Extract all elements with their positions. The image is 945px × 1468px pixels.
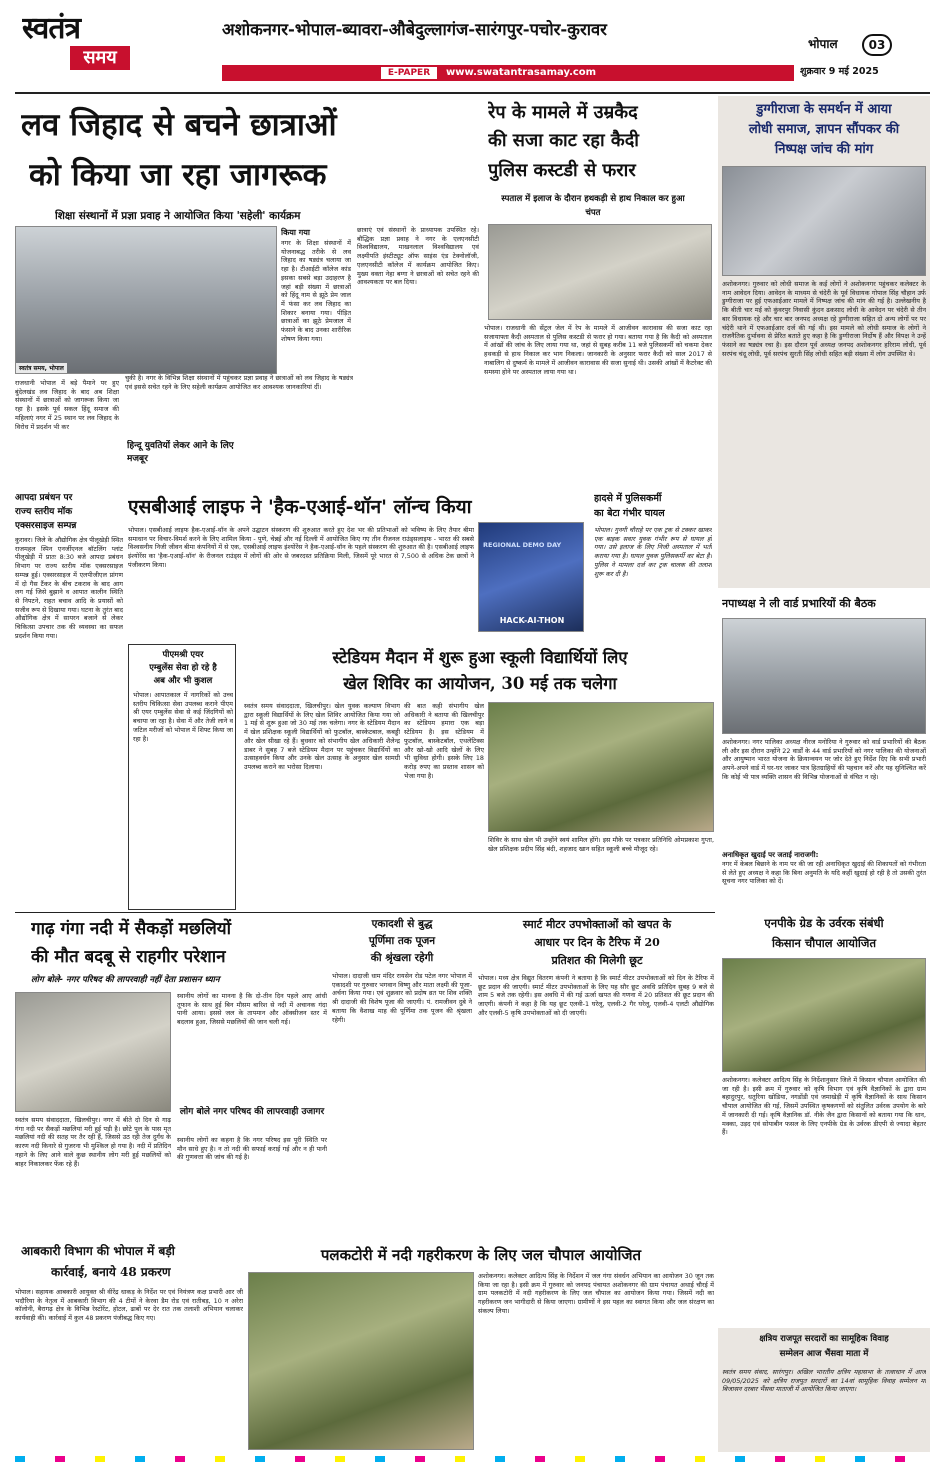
ambulance-title-1: पीएमश्री एयर [162, 650, 204, 660]
lead-headline-1: लव जिहाद से बचने छात्राओं [21, 107, 337, 143]
masthead-cities: अशोकनगर-भोपाल-ब्यावरा-औबेदुल्लागंज-सारंगपुर-पचोर-कुरावर [222, 20, 607, 39]
kshatriya-story [718, 1328, 930, 1452]
website-link[interactable]: www.swatantrasamay.com [446, 67, 597, 78]
dungriraja-headline-1: डुग्गीराजा के समर्थन में आया [756, 102, 892, 117]
disaster-kicker-3: एक्सरसाइज सम्पन्न [15, 521, 77, 531]
prisoner-subhead: स्पताल में इलाज के दौरान हथकड़ी से हाथ निकाल कर हुआ चंपत [501, 194, 685, 218]
registration-strip [15, 1456, 930, 1462]
sbi-body: भोपाल। एसबीआई लाइफ हैक-एआई-थॉन के अपने उद्घाटन संस्करण की शुरुआत करते हुए देश भर की प्रतिभाओं को भविष्य के लिए तैयार बीमा समाधान पर विचार-विमर्श करने के लिए शामिल किया - पुणे, चेन्नई और नई दिल्ली में आयोजित किए गए तीन रीजनल राउंड्सलाइफ - भारत की सबसे विश्वसनीय निजी जीवन बीमा कंपनियों में से एक, एसबीआई लाइफ इंश्योरेंस ने हैक-एआई-थॉन के पहले संस्करण की शुरुआत की है। एसबीआई लाइफ इंश्योरेंस का 'हैक-एआई-थॉन' के रीजनल राउंड्स में लोगों की ओर से जबरदस्त प्रतिक्रिया मिली, जिसमें पूरे भारत से 7,500 से अधिक टेक छात्रों ने पंजीकरण किया। [128, 526, 474, 569]
smartmeter-headline-3: प्रतिशत की मिलेगी छूट [551, 954, 643, 967]
prisoner-headline-2: की सजा काट रहा कैदी [488, 130, 639, 151]
nps-photo [722, 618, 926, 734]
lead-photo [15, 226, 277, 374]
logo-top: स्वतंत्र [22, 12, 81, 46]
lead-story [15, 96, 480, 488]
masthead [0, 0, 945, 92]
kshatriya-body: स्वतंत्र समय संवाद, सारंगपुर। अखिल भारतीय क्षत्रिय महासभा के तत्वाधान में आज 09/05/2025 को क्षत्रिय राजपूत सरदारों का 14वां सामूहिक विवाह सम्मेलन मां बिजासन दरबार भैंसवा माताजी में आयोजित किया जाएगा। [722, 1368, 926, 1394]
nps-story [718, 592, 930, 910]
lead-col-head: किया गया [281, 228, 310, 237]
dungriraja-headline-2: लोधी समाज, ज्ञापन सौंपकर की [748, 122, 900, 137]
smartmeter-headline-1: स्मार्ट मीटर उपभोक्ताओं को खपत के [522, 918, 672, 931]
stadium-photo [488, 702, 714, 832]
smartmeter-story [478, 916, 714, 1238]
npk-body: अशोकनगर। कलेक्टर आदित्य सिंह के निर्देशानुसार जिले में किसान चौपाल आयोजित की जा रही है। इसी क्रम में गुरुवार को कृषि विभाग एवं कृषि वैज्ञानिकों के द्वारा ग्राम बहादुरपुर, धतूरिया खोडिया, नगडोंडी एवं जमाखेड़ी में कृषि वैज्ञानिकों के साथ किसान चौपाल आयोजित की गई, जिसमें उपस्थित कृषकगणों को संतुलित उर्वरक उपयोग के बारे में जानकारी दी गई। कृषि वैज्ञानिक डॉ. नीके जैन द्वारा किसानों को बताया गया कि धान, मक्का, उड़द एवं सोयाबीन फसल के लिए एनपीके ग्रेड के उर्वरक डीएपी से ज्यादा बेहतर हैं। [722, 1076, 926, 1137]
abkari-story [15, 1242, 243, 1452]
stadium-story [240, 644, 714, 910]
jalchaupal-body: अशोकनगर। कलेक्टर आदित्य सिंह के निर्देशन में जल गंगा संवर्धन अभियान का आयोजन 30 जून तक किया जा रहा है। इसी क्रम में गुरुवार को जनपद पंचायत अशोकनगर की ग्राम पंचायत अथाई चौरई में ग्राम पलकटोरी में नदी गहरीकरण के लिए जल चौपाल का आयोजन किया गया। जिसमें नदी का गहरीकरण जन भागीदारी से किया जाएगा। ग्रामीणों ने इस पहल का स्वागत किया और जल संरक्षण का संकल्प लिया। [478, 1272, 714, 1315]
sbi-headline: एसबीआई लाइफ ने 'हैक-एआई-थॉन' लॉन्च किया [128, 496, 472, 518]
ganga-body-2: स्थानीय लोगों का मानना है कि दो-तीन दिन पहले आए आंधी तूफान के साथ हुई बिन मौसम बारिश से नदी में अचानक गंदा पानी आया। इससे जल के तापमान और ऑक्सीजन स्तर में बदलाव हुआ, जिससे मछलियों की जान चली गई। [177, 992, 327, 1027]
ekadashi-body: भोपाल। दादाजी धाम मंदिर रायसेन रोड पटेल नगर भोपाल में एकादशी पर गुरुवार भगवान विष्णु और माता लक्ष्मी की पूजा-अर्चना किया गया। एवं शुक्रवार को प्रदोष व्रत पर शिव शक्ति श्री दादाजी की विशेष पूजा की जाएगी। पं. रामजीवन दुबे ने बताया कि वैशाख माह की पूर्णिमा तक पूजन की श्रृंखला रहेगी। [332, 972, 472, 1024]
dungriraja-story [718, 96, 930, 588]
mid-rule [15, 912, 715, 913]
lead-body-1: राजधानी भोपाल में बड़े पैमाने पर हुए बुंदेलखंड लव जिहाद के बाद अब शिक्षा संस्थानों में छात्राओं को जागरूक किया जा रहा है। इसके पूर्व सकल हिंदू समाज की महिलाएं नगर में 25 स्थान पर लव जिहाद के विरोध में प्रदर्शन भी कर [15, 379, 119, 431]
ganga-box-title: लोग बोले नगर परिषद की लापरवाही उजागर [179, 1107, 325, 1117]
ganga-headline-2: की मौत बदबू से राहगीर परेशान [31, 947, 226, 967]
prisoner-headline-1: रेप के मामले में उम्रकैद [488, 102, 638, 123]
lead-headline-2: को किया जा रहा जागरूक [29, 157, 327, 193]
npk-story [718, 914, 930, 1324]
dungriraja-body: अशोकनगर। गुरुवार को लोधी समाज के कई लोगों ने अशोकनगर पहुंचकर कलेक्टर के नाम आवेदन दिया। आवेदन के माध्यम से चंदेरी के पूर्व विधायक गोपाल सिंह चौहान उर्फ डुग्गीराजा पर हुई एफआईआर मामले में निष्पक्ष जांच की मांग की गई है। उल्लेखनीय है कि बीती चार मई को कुंवरपुर निवासी कुंदन ढकसाद लोधी के आवेदन पर चंदेरी से तीन बार विधायक रहे और चार बार जनपद अध्यक्ष रहे डुग्गीराजा सहित दो अन्य लोगों पर पर चंदेरी थाने में एफआईआर दर्ज की गई थी। इस मामले को लोधी समाज के लोगों ने राजनैतिक दुर्भावना से प्रेरित बताते हुए कहा है कि डुग्गीराजा निर्दोष हैं और विपक्ष ने उन्हें फंसाने का षड्यंत्र रचा है। इस दौरान पूर्व अध्यक्ष जनपद अशोकनगर हरिराम लोधी, पूर्व सरपंच चंदू लोधी, पूर्व सरपंच सुरती सिंह लोधी सहित बड़ी संख्या में लोग उपस्थित थे। [722, 280, 926, 358]
stadium-headline-2: खेल शिविर का आयोजन, 30 मई तक चलेगा [343, 674, 617, 693]
disaster-story [15, 492, 123, 910]
prisoner-body: भोपाल। राजधानी की सेंट्रल जेल में रेप के मामले में आजीवन कारावास की सजा काट रहा सजायाफ्ता कैदी अस्पताल से पुलिस कस्टडी से फरार हो गया। बताया गया है कि कैदी को अस्पताल में आंखों की जांच के लिए लाया गया था, जहां से सुबह करीब 11 बजे पुलिसकर्मी को चकमा देकर हथकड़ी से हाथ निकाल कर भाग निकला। जानकारी के अनुसार फरार कैदी को साल 2017 से नाबालिग से दुष्कर्म के मामले में आजीवन कारावास की सजा सुनाई थी। उसकी आंखों में कैटरेक्ट की समस्या होने पर अस्पताल लाया गया था। [484, 324, 712, 376]
ganga-headline-1: गाढ़ गंगा नदी में सैकड़ों मछलियों [31, 919, 232, 939]
sbi-photo-label: HACK-AI-THON [499, 616, 565, 625]
prisoner-story [484, 96, 714, 488]
ganga-photo [15, 992, 171, 1112]
stadium-body: स्वतंत्र समय संवाददाता, खिलचीपुर। खेल युवक कल्याण विभाग द्वारा स्कूली विद्यार्थियों के लिए खेल शिविर आयोजित किया गया जो 1 मई से शुरू हुआ जो 30 मई तक चलेगा। नगर के स्टेडियम मैदान में खेल प्रशिक्षक स्कूली विद्यार्थियों को फुटबॉल, बास्केटबाल, कबड्डी और खेल सीखा रहे हैं। बुधवार को संभागीय खेल अधिकारी शैलेन्द्र डाबर ने सुबह 7 बजे स्टेडियम मैदान पर पहुंचकर विद्यार्थियों का उत्साहवर्धन किया और उनके खेल उत्साह के अनुसार खेल सामग्री उपलब्ध कराने का भरोसा दिलाया। [244, 702, 400, 771]
dungriraja-photo [722, 166, 926, 276]
ambulance-title-3: अब और भी कुशल [153, 676, 213, 686]
ekadashi-headline-2: पूर्णिमा तक पूजन [368, 935, 436, 947]
lead-body-4: चुकी है। नगर के विभिन्न शिक्षा संस्थानों में पहुंचकर प्रज्ञा प्रवाह ने छात्राओं को लव जिहाद के षड्यंत्र एवं इससे सचेत रहने के लिए सहेली कार्यक्रम आयोजित कर आवश्यक जानकारियां दीं। [125, 374, 353, 391]
sbi-story [128, 492, 584, 640]
city-label: भोपाल [808, 37, 838, 51]
prisoner-illustration [488, 224, 712, 320]
smartmeter-body: भोपाल। मध्य क्षेत्र विद्युत वितरण कंपनी ने बताया है कि स्मार्ट मीटर उपभोक्ताओं को दिन के टैरिफ में छूट प्रदान की जाएगी। स्मार्ट मीटर उपभोक्ताओं के लिए यह सौर छूट अवधि प्रतिदिन सुबह 9 बजे से शाम 5 बजे तक रहेगी। इस अवधि में की गई ऊर्जा खपत की गणना में 20 प्रतिशत की छूट प्रदान की जाएगी। कंपनी ने कहा है कि यह छूट एलवी-1 घरेलू, एलवी-2 गैर घरेलू, एलवी-4 एलटी औद्योगिक और एलवी-5 कृषि उपभोक्ताओं को दी जाएगी। [478, 974, 714, 1017]
prisoner-headline-3: पुलिस कस्टडी से फरार [488, 160, 636, 181]
lead-photo-caption: स्वतंत्र समय, भोपाल [16, 363, 67, 373]
smartmeter-headline-2: आधार पर दिन के टैरिफ में 20 [534, 936, 660, 949]
abkari-body: भोपाल। सहायक आबकारी आयुक्त श्री वीरेंद्र धाकड़ के निर्देश पर एवं नियंत्रण कक्ष प्रभारी आर जी भदौरिया के नेतृत्व में आबकारी विभाग की 4 टीमों ने केरवा डैम रोड एवं रातीबड़, 10 न अरेरा कॉलोनी, बैरागढ़ क्षेत्र के विभिन्न रेस्टोरेंट, होटल, ढाबों पर देर रात तक तलाशी अभियान चलाकर कार्यवाही की। कार्रवाई में कुल 48 प्रकरण पंजीबद्ध किए गए। [15, 1288, 243, 1323]
kshatriya-headline-2: सम्मेलन आज भैंसवा माता में [779, 1349, 869, 1359]
stadium-headline-1: स्टेडियम मैदान में शुरू हुआ स्कूली विद्यार्थियों लिए [332, 648, 628, 667]
ambulance-title-2: एम्बुलेंस सेवा हो रहे है [149, 663, 217, 673]
lead-body-3: छात्राएं एवं संस्थानों के प्राध्यापक उपस्थित रहे। बौद्धिक प्रज्ञा प्रवाह ने नगर के एलएनसीटी विश्वविद्यालय, माखनलाल विश्वविद्यालय एवं लक्ष्मीपति इंस्टीट्यूट ऑफ साइंस एंड टेक्नोलॉजी, एलएनसीटी कॉलेज में कार्यक्रम आयोजित किए। मुख्य वक्ता नेहा बग्गा ने छात्राओं को सचेत रहने की आवश्यकता पर बल दिया। [357, 226, 479, 287]
jalchaupal-headline: पलकटोरी में नदी गहरीकरण के लिए जल चौपाल आयोजित [320, 1246, 642, 1264]
nps-body: अशोकनगर। नगर पालिका अध्यक्ष नीरज मनोरिया ने गुरुवार को वार्ड प्रभारियों की बैठक ली और इस दौरान उन्होंने 22 वार्डों के 44 वार्ड प्रभारियों को नगर पालिका की योजनाओं और आयुष्मान भारत योजना के क्रियान्वयन पर जोर देते हुए निर्देश दिए कि सभी प्रभारी अपने-अपने वार्ड में घर-घर जाकर पात्र हितग्राहियों की पहचान करें और यह सुनिश्चित करें कि कोई भी पात्र व्यक्ति शासन की विभिन्न योजनाओं से वंचित न रहे। [722, 738, 926, 781]
accident-headline-2: का बेटा गंभीर घायल [594, 508, 665, 519]
disaster-kicker-1: आपदा प्रबंधन पर [15, 493, 73, 503]
ekadashi-headline-3: की श्रृंखला रहेगी [370, 952, 434, 964]
air-ambulance-box [128, 644, 236, 910]
dungriraja-headline-3: निष्पक्ष जांच की मांग [774, 142, 874, 157]
top-rule [15, 92, 930, 94]
stadium-body-2: की बात कही संभागीय खेल अधिकारी ने बताया की खिलचीपुर का स्टेडियम हमारा एक बड़ा स्टेडियम है। इस स्टेडियम में फुटबॉल, बास्केटबॉल, एथलेटिक्स और खो-खो आदि खेलों के लिए भी सुविधा होगी। इसके लिए 18 करोड़ रुपए का प्रस्ताव शासन को भेजा गया है। [404, 702, 484, 780]
lead-subhead: शिक्षा संस्थानों में प्रज्ञा प्रवाह ने आयोजित किया 'सहेली' कार्यक्रम [55, 210, 301, 222]
ekadashi-headline-1: एकादशी से बुद्ध [371, 918, 433, 930]
ganga-subhead: लोग बोले- नगर परिषद की लापरवाही नहीं देता प्रशासन ध्यान [31, 975, 220, 985]
sbi-photo [478, 522, 584, 632]
accident-body: भोपाल। गुनगी चौराहे पर एक ट्रक से टक्कर खाकर एक बाइक सवार युवक गंभीर रूप से घायल हो गया। उसे इलाज के लिए निजी अस्पताल में भर्ती कराया गया है। घायल युवक पुलिसकर्मी का बेटा है। पुलिस ने मामला दर्ज कर ट्रक चालक की तलाश शुरू कर दी है। [594, 526, 712, 578]
stadium-body-3: शिविर के साथ खेल भी उन्होंने स्वयं शामिल होंगे। इस मौके पर पत्रकार प्रतिनिधि ओमप्रकाश गुप्ता, खेल प्रशिक्षक प्रदीप सिंह बंदी, शहजाद खान सहित स्कूली बच्चे मौजूद रहे। [488, 836, 714, 853]
abkari-headline-2: कार्रवाई, बनाये 48 प्रकरण [51, 1265, 171, 1279]
npk-photo [722, 958, 926, 1072]
accident-story [590, 492, 714, 640]
nps-box-body: नगर में केबल बिछाने के नाम पर की जा रही अनाधिकृत खुदाई की शिकायतों को गंभीरता से लेते हुए अध्यक्ष ने कहा कि बिना अनुमति के यदि कहीं खुदाई हो रही है तो उसकी तुरंत सूचना नगर पालिका को दें। [722, 860, 926, 886]
epaper-label: E-PAPER [380, 66, 438, 80]
jalchaupal-story [248, 1242, 714, 1452]
npk-headline-2: किसान चौपाल आयोजित [771, 936, 876, 950]
logo-bottom: समय [70, 46, 130, 70]
ambulance-body: भोपाल। आपातकाल में नागरिकों को उच्च स्तरीय चिकित्सा सेवा उपलब्ध कराने पीएम श्री एयर एम्बुलेंस सेवा से कई जिंदगियों को बचाया जा रहा है। सेवा में और तेजी लाने व जटिल मरीजों को भोपाल में शिफ्ट किया जा रहा है। [133, 691, 233, 743]
nps-box-title: अनाधिकृत खुदाई पर जताई नाराजगी: [722, 851, 819, 859]
sbi-photo-label-2: REGIONAL DEMO DAY [483, 541, 562, 549]
logo [22, 12, 137, 84]
kshatriya-headline-1: क्षत्रिय राजपूत सरदारों का सामूहिक विवाह [759, 1334, 889, 1344]
abkari-headline-1: आबकारी विभाग की भोपाल में बड़ी [21, 1244, 175, 1258]
ganga-body: स्वतंत्र समय संवाददाता, खिलचीपुर। नगर में बीते दो दिन से गाढ़ गंगा नदी पर सैकड़ों मछलियां मरी हुई पड़ी है। छोटे पुल के पास मृत मछलियां नदी की सतह पर तैर रही हैं, जिससे उठ रही तेज दुर्गंध के कारण नदी किनारे से गुजरना भी मुश्किल हो गया है। नदी में प्रतिदिन नहाने के लिए आने वाले कुछ स्थानीय लोग मरी हुई मछलियों को बाहर निकालकर फेंक रहे हैं। [15, 1116, 171, 1168]
accident-headline-1: हादसे में पुलिसकर्मी [594, 493, 662, 504]
nps-headline: नपाध्यक्ष ने ली वार्ड प्रभारियों की बैठक [722, 597, 876, 610]
npk-headline-1: एनपीके ग्रेड के उर्वरक संबंधी [764, 916, 884, 930]
ganga-story [15, 916, 327, 1238]
page-date: शुक्रवार 9 मई 2025 [800, 66, 879, 77]
lead-box-title: हिन्दू युवतियों लेकर आने के लिए मजबूर [127, 441, 234, 464]
lead-body-2: नगर के शिक्षा संस्थानों में योजनाबद्ध तरीके से लव जिहाद का षड्यंत्र चलाया जा रहा है। टीआईटी कॉलेज कांड इसका सबसे बड़ा उदाहरण है जहां बड़ी संख्या में छात्राओं को हिंदू नाम से झूठे प्रेम जाल में फंसा कर लव जिहाद का शिकार बनाया गया। पीड़ित छात्राओं का झूठे प्रेमजाल में फंसाने के बाद उनका शारीरिक शोषण किया गया। [281, 239, 351, 343]
disaster-body: कुरावर। जिले के औद्योगिक क्षेत्र पीलूखेड़ी स्थित राजमहल स्पिन एनर्जीएनल बॉटलिंग प्लांट पीलूखेड़ी में प्रातः 8:30 बजे आपदा प्रबंधन विभाग पर राज्य स्तरीय मॉक एक्सरसाइज सम्पन्न हुई। एक्सरसाइज में एलपीजीएल प्रांगण में दो गैस टैंकर के बीच टकराव के बाद आग लग गई जिसे बुझाने व आपात कालीन स्थिति से निपटने, राहत बचाव आदि के प्रयासों को सजीव रूप से दिखाया गया। घटना के तुरंत बाद औद्योगिक क्षेत्र में सायरन बजाने से लेकर चिकित्सा उपचार तक की व्यवस्था का सफल प्रदर्शन किया गया। [15, 536, 123, 640]
jalchaupal-photo [248, 1272, 474, 1450]
page-number: 03 [862, 34, 892, 56]
disaster-kicker-2: राज्य स्तरीय मॉक [15, 507, 73, 517]
ganga-box-body: स्थानीय लोगों का कहना है कि नगर परिषद इस पूरी स्थिति पर मौन साधे हुए है। न तो नदी की सफाई कराई गई और न ही पानी की गुणवत्ता की जांच की गई है। [177, 1136, 327, 1162]
ekadashi-story [332, 916, 472, 1238]
